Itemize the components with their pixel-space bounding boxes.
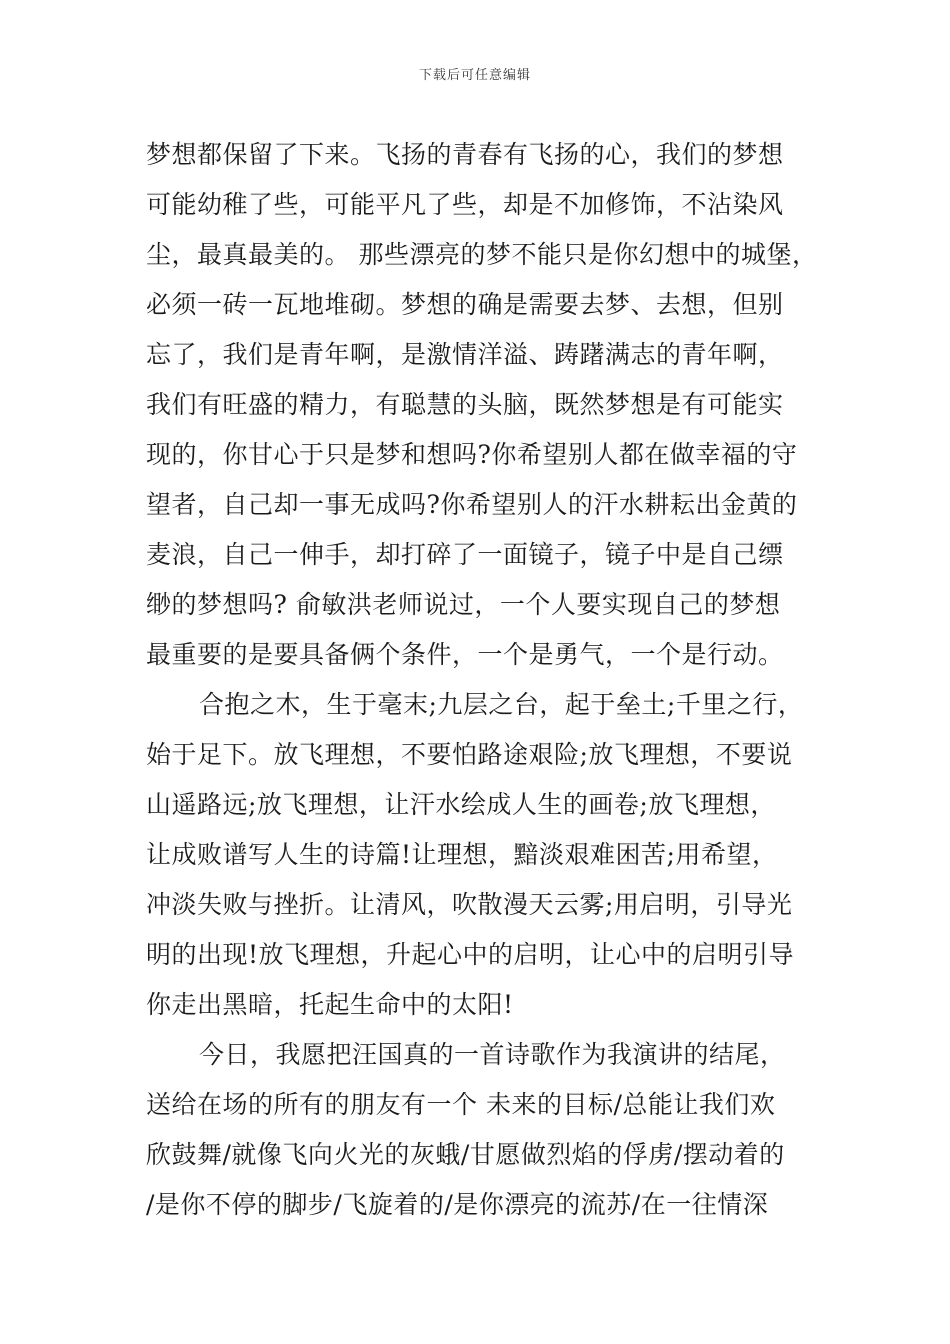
page-header: 下载后可任意编辑 [418, 68, 531, 83]
text-line: 让成败谱写人生的诗篇!让理想，黯淡艰难困苦;用希望， [146, 840, 778, 869]
text-line: 最重要的是要具备俩个条件，一个是勇气，一个是行动。 [146, 640, 784, 669]
text-line: 今日，我愿把汪国真的一首诗歌作为我演讲的结尾， [199, 1040, 786, 1069]
text-line: 我们有旺盛的精力，有聪慧的头脑，既然梦想是有可能实 [146, 390, 784, 419]
text-line: 可能幼稚了些，可能平凡了些，却是不加修饰，不沾染风 [146, 190, 784, 219]
text-line: 现的，你甘心于只是梦和想吗?你希望别人都在做幸福的守 [146, 440, 798, 469]
text-line: 送给在场的所有的朋友有一个 未来的目标/总能让我们欢 [146, 1090, 776, 1119]
text-line: 尘，最真最美的。 那些漂亮的梦不能只是你幻想中的城堡， [146, 240, 818, 269]
body-text [146, 130, 836, 1230]
text-line: 梦想都保留了下来。飞扬的青春有飞扬的心，我们的梦想 [146, 140, 784, 169]
text-line: 冲淡失败与挫折。让清风，吹散漫天云雾;用启明，引导光 [146, 890, 793, 919]
text-line: /是你不停的脚步/飞旋着的/是你漂亮的流苏/在一往情深 [146, 1190, 769, 1219]
text-line: 始于足下。放飞理想，不要怕路途艰险;放飞理想，不要说 [146, 740, 793, 769]
text-line: 合抱之木，生于毫末;九层之台，起于垒土;千里之行， [199, 690, 804, 719]
text-line: 忘了，我们是青年啊，是激情洋溢、踌躇满志的青年啊， [146, 340, 784, 369]
text-line: 望者，自己却一事无成吗?你希望别人的汗水耕耘出金黄的 [146, 490, 798, 519]
text-line: 明的出现!放飞理想，升起心中的启明，让心中的启明引导 [146, 940, 795, 969]
text-line: 山遥路远;放飞理想，让汗水绘成人生的画卷;放飞理想， [146, 790, 776, 819]
text-line: 麦浪，自己一伸手，却打碎了一面镜子，镜子中是自己缥 [146, 540, 784, 569]
text-line: 必须一砖一瓦地堆砌。梦想的确是需要去梦、去想，但别 [146, 290, 784, 319]
text-line: 欣鼓舞/就像飞向火光的灰蛾/甘愿做烈焰的俘虏/摆动着的 [146, 1140, 785, 1169]
text-line: 你走出黑暗，托起生命中的太阳! [146, 990, 514, 1019]
text-line: 缈的梦想吗? 俞敏洪老师说过，一个人要实现自己的梦想 [146, 590, 781, 619]
